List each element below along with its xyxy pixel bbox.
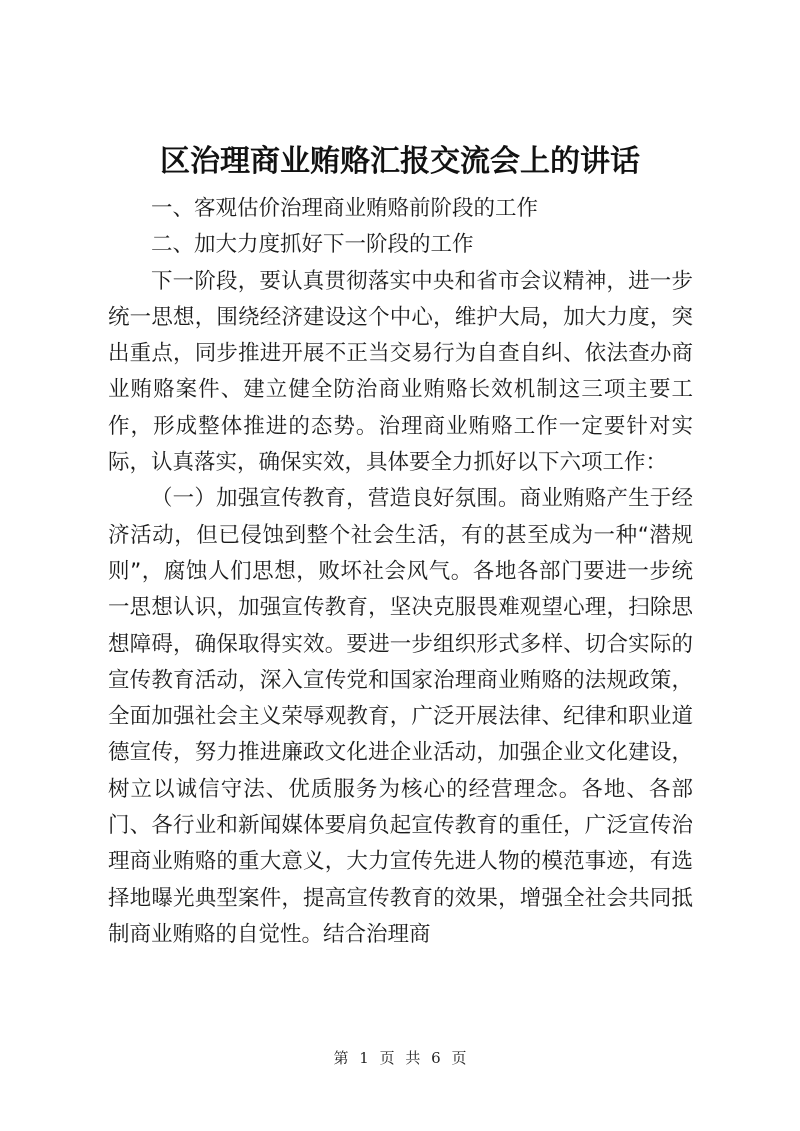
- section-heading-1: 一、客观估价治理商业贿赂前阶段的工作: [151, 196, 539, 221]
- body-paragraph-1: 下一阶段，要认真贯彻落实中央和省市会议精神，进一步统一思想，围绕经济建设这个中心，维护大局，加大力度，突出重点，同步推进开展不正当交易行为自查自纠、依法查办商业贿赂案件、建立健全防治商业贿赂长效机制这三项主要工作，形成整体推进的态势。治理商业贿赂工作一定要针对实际，认真落实，确保实效，具体要全力抓好以下六项工作：: [108, 268, 693, 476]
- section-heading-2: 二、加大力度抓好下一阶段的工作: [151, 232, 474, 258]
- page-footer: 第 1 页 共 6 页: [333, 1049, 467, 1067]
- document-body: [108, 191, 693, 953]
- document-title: 区治理商业贿赂汇报交流会上的讲话: [160, 144, 640, 179]
- body-paragraph-2: （一）加强宣传教育，营造良好氛围。商业贿赂产生于经济活动，但已侵蚀到整个社会生活，有的甚至成为一种“潜规则”，腐蚀人们思想，败坏社会风气。各地各部门要进一步统一思想认识，加强宣传教育，坚决克服畏难观望心理，扫除思想障碍，确保取得实效。要进一步组织形式多样、切合实际的宣传教育活动，深入宣传党和国家治理商业贿赂的法规政策，全面加强社会主义荣辱观教育，广泛开展法律、纪律和职业道德宣传，努力推进廉政文化进企业活动，加强企业文化建设，树立以诚信守法、优质服务为核心的经营理念。各地、各部门、各行业和新闻媒体要肩负起宣传教育的重任，广泛宣传治理商业贿赂的重大意义，大力宣传先进人物的模范事迹，有选择地曝光典型案件，提高宣传教育的效果，增强全社会共同抵制商业贿赂的自觉性。结合治理商: [108, 486, 693, 947]
